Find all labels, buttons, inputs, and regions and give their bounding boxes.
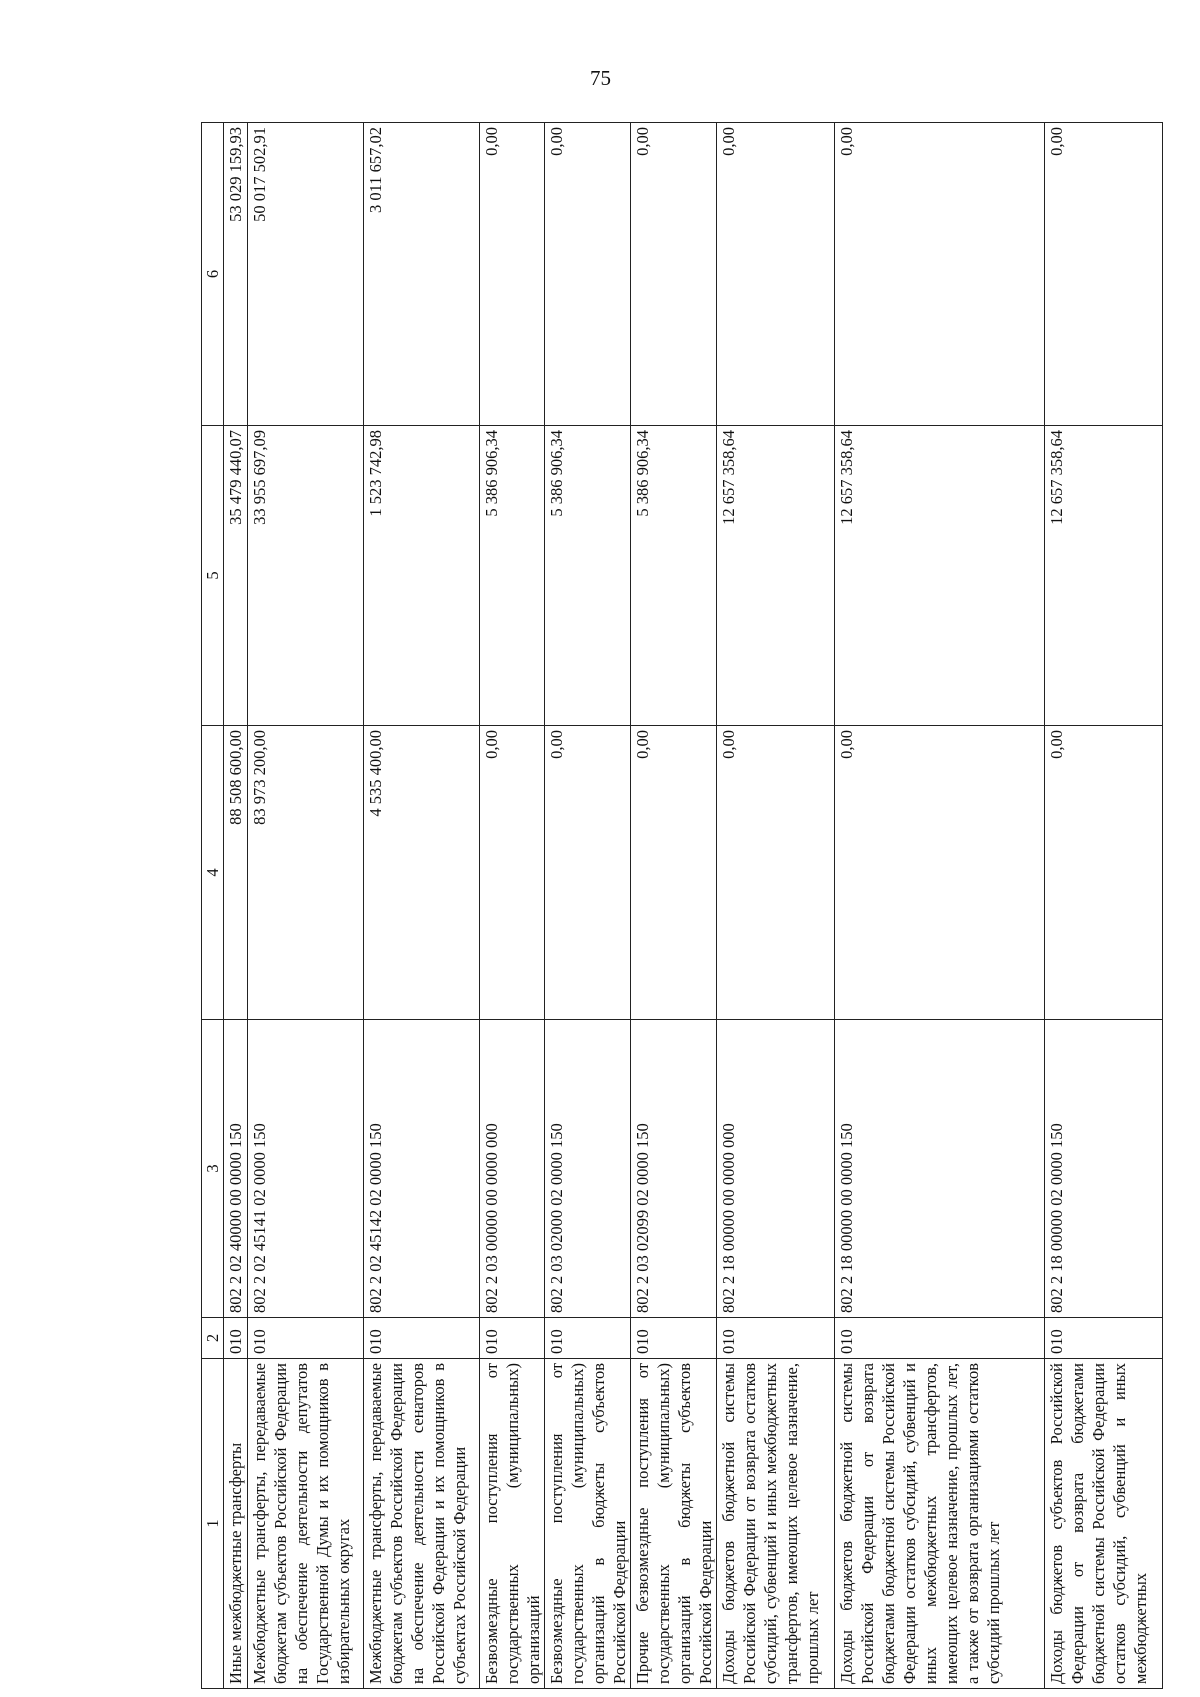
- table-row: [364, 123, 480, 1689]
- row-value-planned: 83 973 200,00: [248, 726, 364, 1020]
- column-header: 3: [202, 1020, 224, 1318]
- row-value-executed: 12 657 358,64: [717, 426, 835, 726]
- row-code: 010: [835, 1318, 1045, 1359]
- table-header-row: [202, 123, 224, 1689]
- page-number: 75: [590, 66, 611, 90]
- row-value-executed: 1 523 742,98: [364, 426, 480, 726]
- row-value-planned: 0,00: [1045, 726, 1163, 1020]
- row-value-executed: 35 479 440,07: [224, 426, 248, 726]
- row-classification: 802 2 02 45142 02 0000 150: [364, 1020, 480, 1318]
- row-value-remaining: 0,00: [717, 123, 835, 426]
- table-row: [248, 123, 364, 1689]
- row-value-executed: 12 657 358,64: [1045, 426, 1163, 726]
- row-value-executed: 5 386 906,34: [631, 426, 717, 726]
- rotated-table-frame: [201, 123, 1150, 1689]
- row-code: 010: [248, 1318, 364, 1359]
- row-code: 010: [224, 1318, 248, 1359]
- row-value-executed: 5 386 906,34: [480, 426, 545, 726]
- column-header: 5: [202, 426, 224, 726]
- column-header: 6: [202, 123, 224, 426]
- row-code: 010: [480, 1318, 545, 1359]
- row-value-remaining: 0,00: [835, 123, 1045, 426]
- row-classification: 802 2 18 00000 00 0000 000: [717, 1020, 835, 1318]
- row-classification: 802 2 02 45141 02 0000 150: [248, 1020, 364, 1318]
- table-row: [717, 123, 835, 1689]
- row-value-remaining: 0,00: [480, 123, 545, 426]
- row-classification: 802 2 18 00000 00 0000 150: [835, 1020, 1045, 1318]
- column-header: 2: [202, 1318, 224, 1359]
- row-classification: 802 2 18 00000 02 0000 150: [1045, 1020, 1163, 1318]
- row-description: Доходы бюджетов бюджетной системы Российской Федерации от возврата остатков субсидий, субвенций и иных межбюджетных трансфертов, имеющих целевое назначение, прошлых лет: [717, 1359, 835, 1689]
- row-code: 010: [364, 1318, 480, 1359]
- row-value-remaining: 53 029 159,93: [224, 123, 248, 426]
- row-description: Доходы бюджетов бюджетной системы Российской Федерации от возврата бюджетами бюджетной системы Российской Федерации остатков субсидий, субвенций и иных межбюджетных трансфертов, имеющих целевое назначение, прошлых лет, а также от возврата организациями остатков субсидий прошлых лет: [835, 1359, 1045, 1689]
- row-value-planned: 0,00: [631, 726, 717, 1020]
- row-description: Безвозмездные поступления от государственных (муниципальных) организаций: [480, 1359, 545, 1689]
- row-value-planned: 0,00: [480, 726, 545, 1020]
- budget-table: [201, 122, 1163, 1689]
- column-header: 4: [202, 726, 224, 1020]
- row-value-planned: 0,00: [835, 726, 1045, 1020]
- row-value-remaining: 0,00: [545, 123, 631, 426]
- table-row: [480, 123, 545, 1689]
- row-value-executed: 5 386 906,34: [545, 426, 631, 726]
- row-value-executed: 12 657 358,64: [835, 426, 1045, 726]
- row-description: Доходы бюджетов субъектов Российской Федерации от возврата бюджетами бюджетной системы Российской Федерации остатков субсидий, субвенций и иных межбюджетных: [1045, 1359, 1163, 1689]
- row-value-planned: 4 535 400,00: [364, 726, 480, 1020]
- table-row: [835, 123, 1045, 1689]
- row-code: 010: [631, 1318, 717, 1359]
- table-row: [224, 123, 248, 1689]
- table-row: [1045, 123, 1163, 1689]
- table-row: [545, 123, 631, 1689]
- row-classification: 802 2 03 02000 02 0000 150: [545, 1020, 631, 1318]
- row-value-planned: 88 508 600,00: [224, 726, 248, 1020]
- table-row: [631, 123, 717, 1689]
- row-description: Межбюджетные трансферты, передаваемые бюджетам субъектов Российской Федерации на обеспечение деятельности депутатов Государственной Думы и их помощников в избирательных округах: [248, 1359, 364, 1689]
- row-classification: 802 2 03 00000 00 0000 000: [480, 1020, 545, 1318]
- row-value-remaining: 0,00: [631, 123, 717, 426]
- row-value-executed: 33 955 697,09: [248, 426, 364, 726]
- row-value-remaining: 0,00: [1045, 123, 1163, 426]
- row-description: Межбюджетные трансферты, передаваемые бюджетам субъектов Российской Федерации на обеспечение деятельности сенаторов Российской Федерации и их помощников в субъектах Российской Федерации: [364, 1359, 480, 1689]
- row-description: Безвозмездные поступления от государственных (муниципальных) организаций в бюджеты субъектов Российской Федерации: [545, 1359, 631, 1689]
- row-classification: 802 2 03 02099 02 0000 150: [631, 1020, 717, 1318]
- row-classification: 802 2 02 40000 00 0000 150: [224, 1020, 248, 1318]
- row-value-remaining: 3 011 657,02: [364, 123, 480, 426]
- column-header: 1: [202, 1359, 224, 1689]
- row-value-remaining: 50 017 502,91: [248, 123, 364, 426]
- row-code: 010: [717, 1318, 835, 1359]
- row-value-planned: 0,00: [717, 726, 835, 1020]
- row-description: Иные межбюджетные трансферты: [224, 1359, 248, 1689]
- row-code: 010: [545, 1318, 631, 1359]
- row-code: 010: [1045, 1318, 1163, 1359]
- row-value-planned: 0,00: [545, 726, 631, 1020]
- row-description: Прочие безвозмездные поступления от государственных (муниципальных) организаций в бюджеты субъектов Российской Федерации: [631, 1359, 717, 1689]
